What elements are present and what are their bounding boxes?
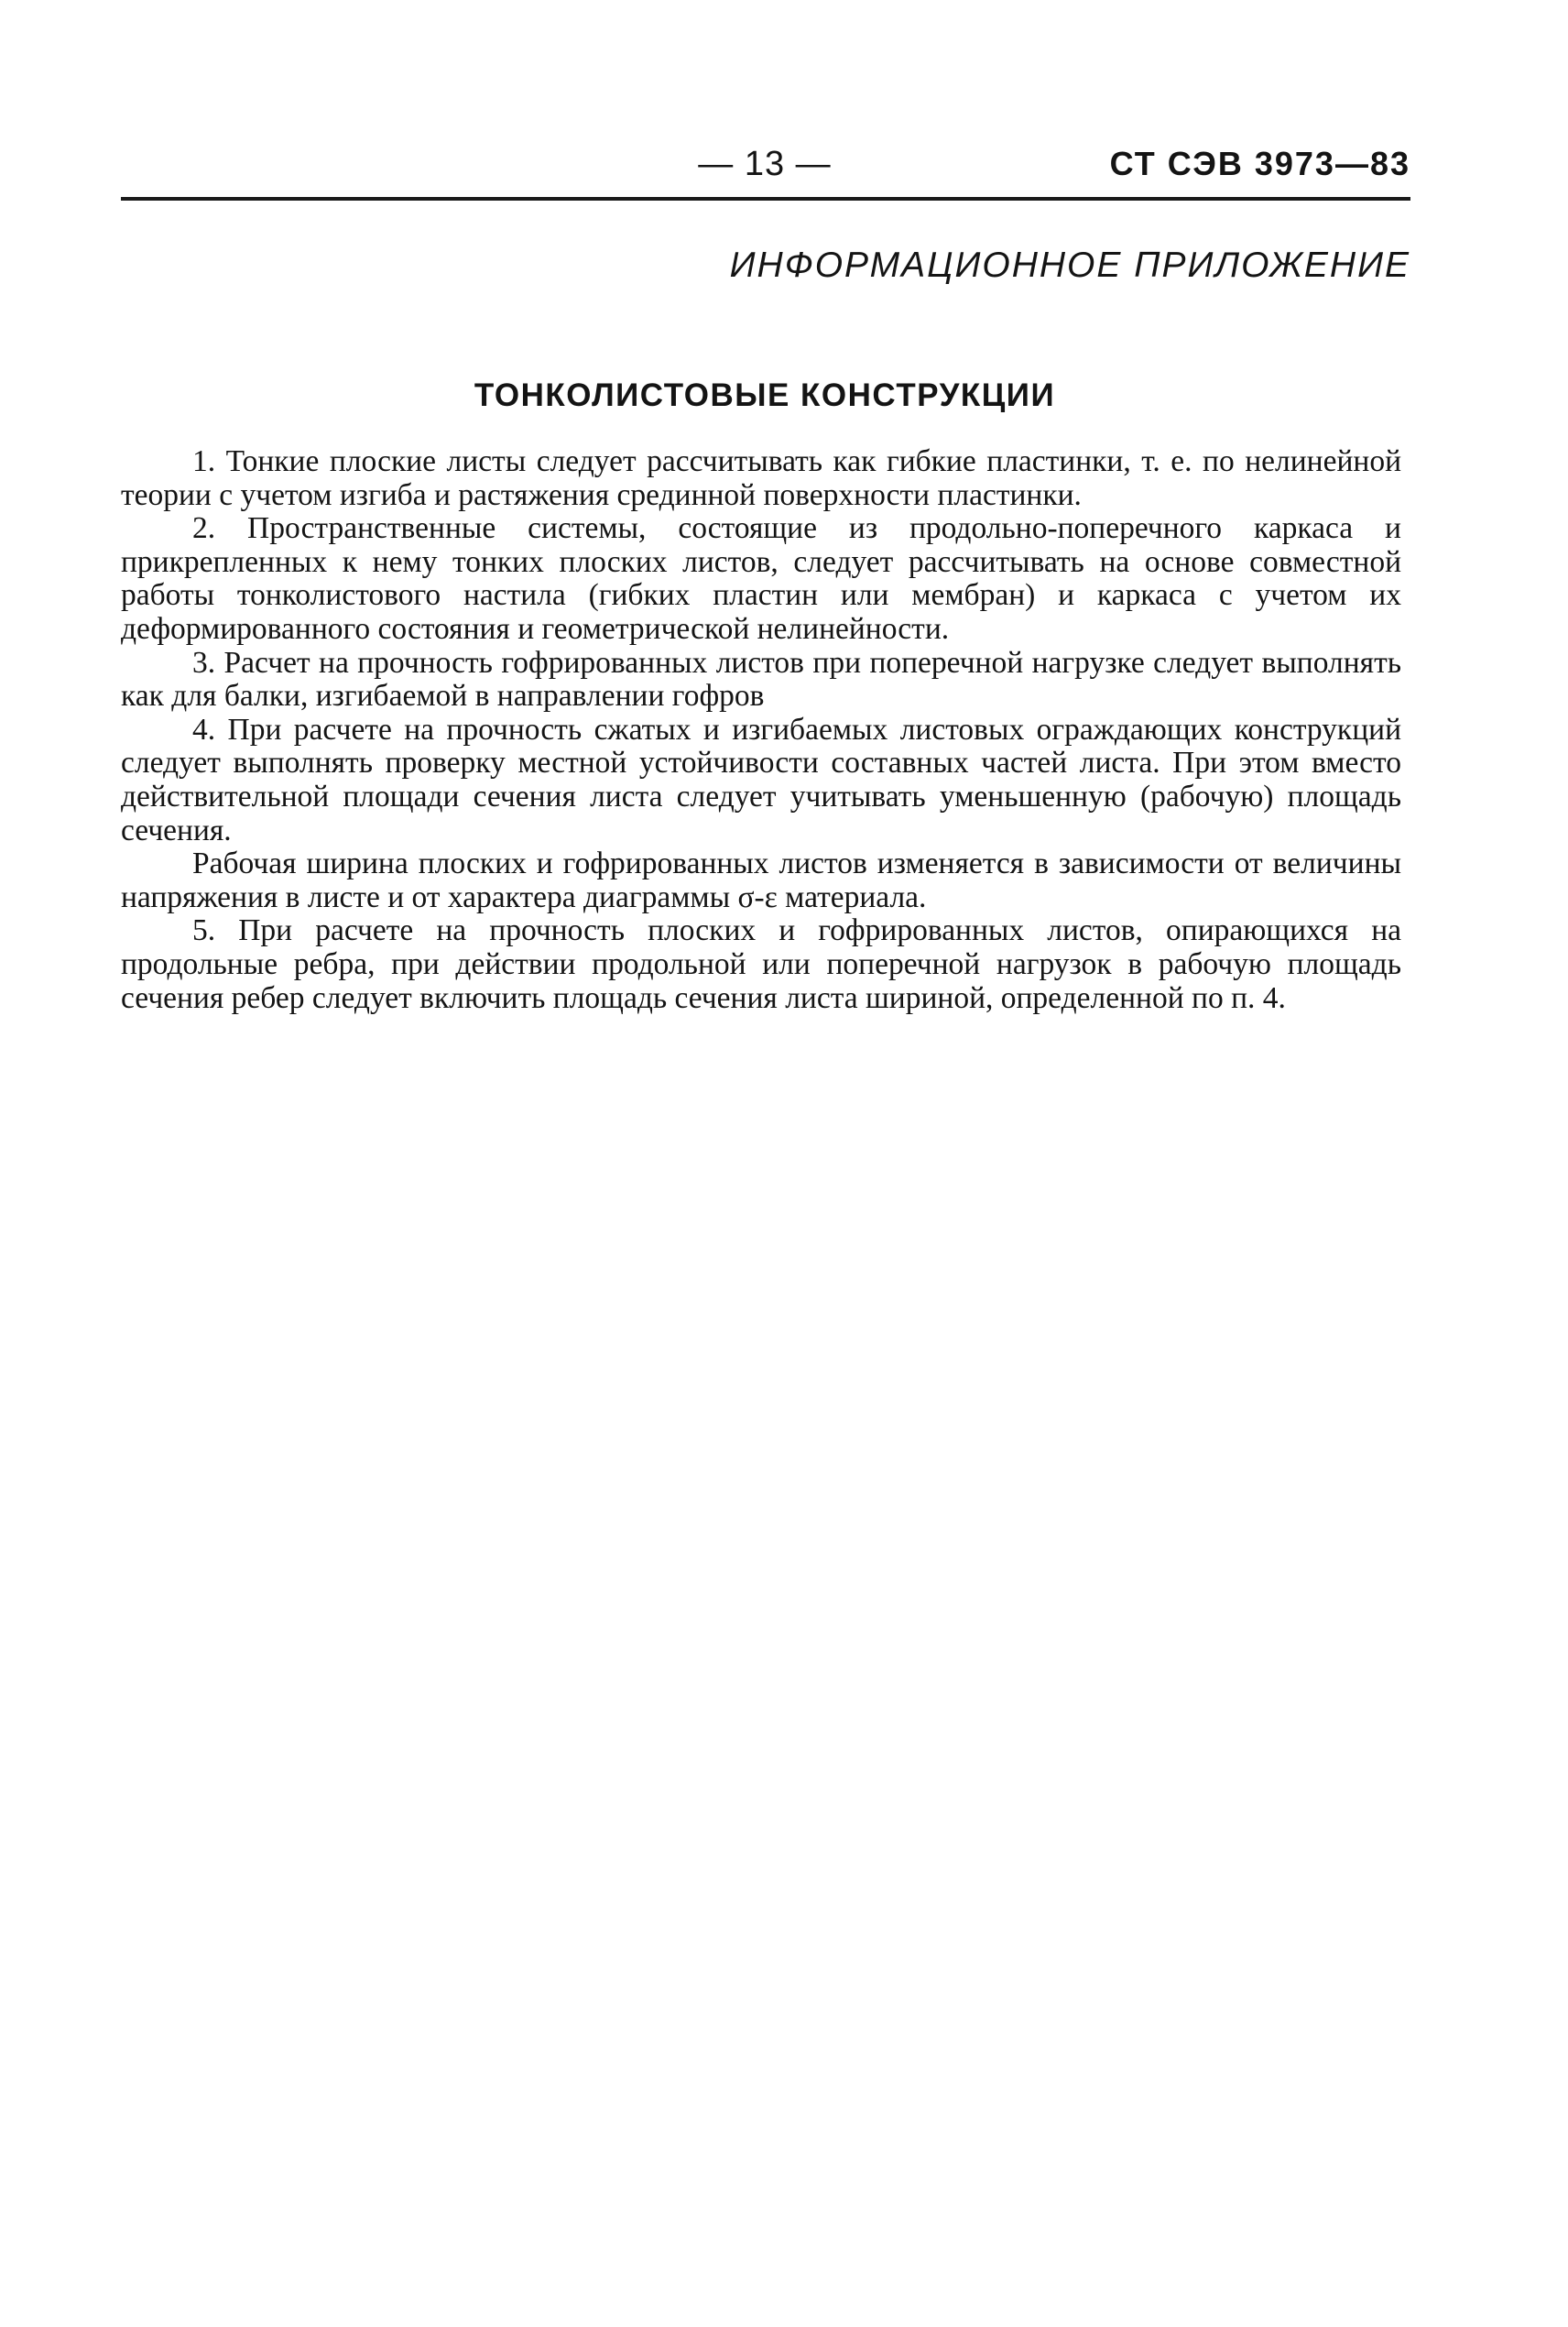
paragraph-4: 4. При расчете на прочность сжатых и изгибаемых листовых ограждающих конструкций следует выполнять проверку местной устойчивости составных частей листа. При этом вместо действительной площади сечения листа следует учитывать уменьшенную (рабочую) площадь сечения. [121, 712, 1401, 847]
standard-code: СТ СЭВ 3973—83 [1109, 145, 1410, 182]
paragraph-4-continuation: Рабочая ширина плоских и гофрированных листов изменяется в зависимости от величины напряжения в листе и от характера диаграммы σ-ε материала. [121, 847, 1401, 914]
paragraph-2: 2. Пространственные системы, состоящие из продольно-поперечного каркаса и прикрепленных к нему тонких плоских листов, следует рассчитывать на основе совместной работы тонколистового настила (гибких пластин или мембран) и каркаса с учетом их деформированного состояния и геометрической нелинейности. [121, 511, 1401, 646]
appendix-label: ИНФОРМАЦИОННОЕ ПРИЛОЖЕНИЕ [729, 246, 1410, 285]
body-text [121, 445, 1401, 1015]
header-rule [121, 197, 1410, 201]
page-header [119, 145, 1410, 196]
page-number: — 13 — [698, 145, 832, 183]
section-title: ТОНКОЛИСТОВЫЕ КОНСТРУКЦИИ [474, 377, 1056, 413]
paragraph-3: 3. Расчет на прочность гофрированных листов при поперечной нагрузке следует выполнять как для балки, изгибаемой в направлении гофров [121, 645, 1401, 714]
paragraph-5: 5. При расчете на прочность плоских и гофрированных листов, опирающихся на продольные ребра, при действии продольной или поперечной нагрузок в рабочую площадь сечения ребер следует включить площадь сечения листа шириной, определенной по п. 4. [121, 913, 1401, 1015]
paragraph-1: 1. Тонкие плоские листы следует рассчитывать как гибкие пластинки, т. е. по нелинейной теории с учетом изгиба и растяжения срединной поверхности пластинки. [121, 444, 1401, 512]
